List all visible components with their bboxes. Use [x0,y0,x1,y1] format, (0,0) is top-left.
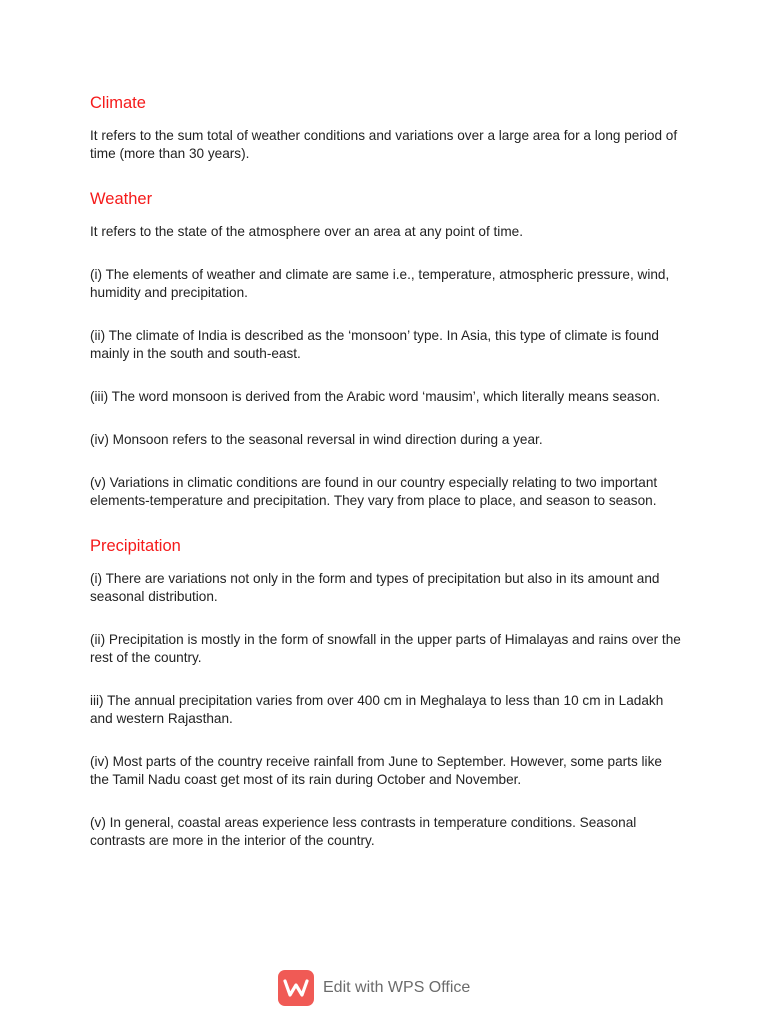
wps-footer-text[interactable]: Edit with WPS Office [323,979,471,996]
heading-climate: Climate [90,94,146,112]
paragraph: It refers to the state of the atmosphere over an area at any point of time. [90,224,523,239]
paragraph: (v) In general, coastal areas experience less contrasts in temperature conditions. Seasonal contrasts are more in the interior of the country. [90,815,637,848]
heading-weather: Weather [90,190,153,208]
paragraph: (iv) Most parts of the country receive rainfall from June to September. However, some parts like the Tamil Nadu coast get most of its rain during October and November. [90,754,662,787]
document-page [90,92,682,875]
paragraph: (v) Variations in climatic conditions are found in our country especially relating to two important elements-temperature and precipitation. They vary from place to place, and season to season. [90,475,658,508]
paragraph: (i) There are variations not only in the form and types of precipitation but also in its amount and seasonal distribution. [90,571,660,604]
paragraph: iii) The annual precipitation varies from over 400 cm in Meghalaya to less than 10 cm in Ladakh and western Rajasthan. [90,693,664,726]
wps-w-glyph-icon [283,978,309,998]
heading-precipitation: Precipitation [90,537,181,555]
paragraph: (iii) The word monsoon is derived from the Arabic word ‘mausim’, which literally means season. [90,389,661,404]
wps-logo-icon[interactable] [278,970,314,1006]
wps-footer[interactable] [278,970,470,1006]
paragraph: (iv) Monsoon refers to the seasonal reversal in wind direction during a year. [90,432,543,447]
paragraph: (ii) The climate of India is described as the ‘monsoon’ type. In Asia, this type of climate is found mainly in the south and south-east. [90,328,659,361]
paragraph: It refers to the sum total of weather conditions and variations over a large area for a long period of time (more than 30 years). [90,128,678,161]
paragraph: (ii) Precipitation is mostly in the form of snowfall in the upper parts of Himalayas and rains over the rest of the country. [90,632,681,665]
paragraph: (i) The elements of weather and climate are same i.e., temperature, atmospheric pressure, wind, humidity and precipitation. [90,267,670,300]
